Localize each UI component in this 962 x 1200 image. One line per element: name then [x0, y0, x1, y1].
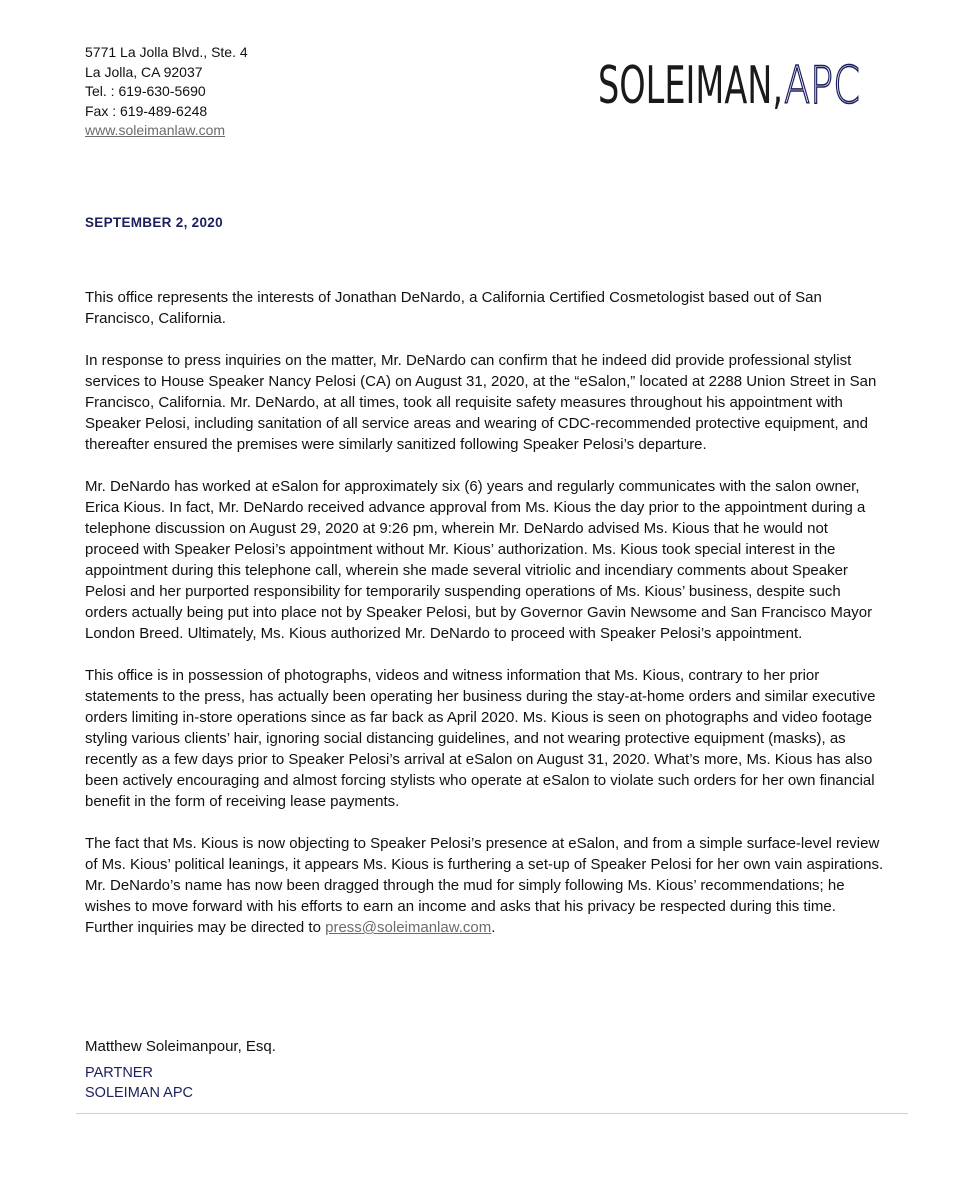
signer-firm: SOLEIMAN APC [85, 1085, 193, 1101]
phone-number: Tel. : 619-630-5690 [85, 83, 206, 99]
paragraph-5 [85, 833, 885, 938]
logo-accent-text: APC [784, 56, 860, 116]
paragraph-3: Mr. DeNardo has worked at eSalon for approximately six (6) years and regularly communicates with the salon owner, Erica Kious. In fact, Mr. DeNardo received advance approval from Ms. Kious the day prior to the appointment during a telephone discussion on August 29, 2020 at 9:26 pm, wherein Mr. DeNardo advised Ms. Kious that he would not proceed with Speaker Pelosi’s appointment without Mr. Kious’ authorization. Ms. Kious took special interest in the appointment during this telephone call, wherein she made several vitriolic and incendiary comments about Speaker Pelosi and her purported responsibility for temporarily suspending operations of Ms. Kious’ business, despite such orders actually being put into place not by Speaker Pelosi, but by Governor Gavin Newsome and San Francisco Mayor London Breed. Ultimately, Ms. Kious authorized Mr. DeNardo to proceed with Speaker Pelosi’s appointment. [85, 478, 873, 642]
paragraph-5-text: The fact that Ms. Kious is now objecting to Speaker Pelosi’s presence at eSalon, and from a simple surface-level review of Ms. Kious’ political leanings, it appears Ms. Kious is furthering a set-up of Speaker Pelosi for her own vain aspirations. Mr. DeNardo’s name has now been dragged through the mud for simply following Ms. Kious’ recommendations; he wishes to move forward with his efforts to earn an income and asks that his privacy be respected during this time. Further inquiries may be directed to [85, 835, 884, 936]
paragraph-4: This office is in possession of photographs, videos and witness information that Ms. Kious, contrary to her prior statements to the press, has actually been operating her business during the stay-at-home orders and similar executive orders limiting in-store operations since as far back as April 2020. Ms. Kious is seen on photographs and video footage styling various clients’ hair, ignoring social distancing guidelines, and not wearing protective equipment (masks), as recently as a few days prior to Speaker Pelosi’s arrival at eSalon on August 31, 2020. What’s more, Ms. Kious has also been actively encouraging and almost forcing stylists who operate at eSalon to violate such orders for her own financial benefit in the form of receiving lease payments. [85, 667, 876, 810]
firm-logo [598, 56, 863, 116]
press-email-link[interactable]: press@soleimanlaw.com [325, 919, 492, 936]
letter-date: SEPTEMBER 2, 2020 [85, 215, 223, 230]
footer-divider [76, 1113, 908, 1114]
signature-block [85, 1037, 276, 1103]
paragraph-5-end: . [491, 919, 496, 936]
signer-title: PARTNER [85, 1065, 153, 1081]
paragraph-2: In response to press inquiries on the matter, Mr. DeNardo can confirm that he indeed did provide professional stylist services to House Speaker Nancy Pelosi (CA) on August 31, 2020, at the “eSalon,” located at 2288 Union Street in San Francisco, California. Mr. DeNardo, at all times, took all requisite safety measures throughout his appointment with Speaker Pelosi, including sanitation of all service areas and wearing of CDC-recommended protective equipment, and thereafter ensured the premises were similarly sanitized following Speaker Pelosi’s departure. [85, 352, 877, 453]
fax-number: Fax : 619-489-6248 [85, 102, 208, 119]
address-line-2: La Jolla, CA 92037 [85, 63, 203, 80]
firm-logo-wordmark [598, 56, 863, 116]
address-line-1: 5771 La Jolla Blvd., Ste. 4 [85, 44, 248, 60]
paragraph-1: This office represents the interests of Jonathan DeNardo, a California Certified Cosmetologist based out of San Francisco, California. [85, 289, 822, 327]
letterhead-address [85, 43, 248, 141]
logo-main-text: SOLEIMAN, [598, 56, 783, 116]
signer-name: Matthew Soleimanpour, Esq. [85, 1038, 276, 1055]
letter-body [85, 287, 885, 959]
website-link[interactable]: www.soleimanlaw.com [85, 122, 226, 138]
